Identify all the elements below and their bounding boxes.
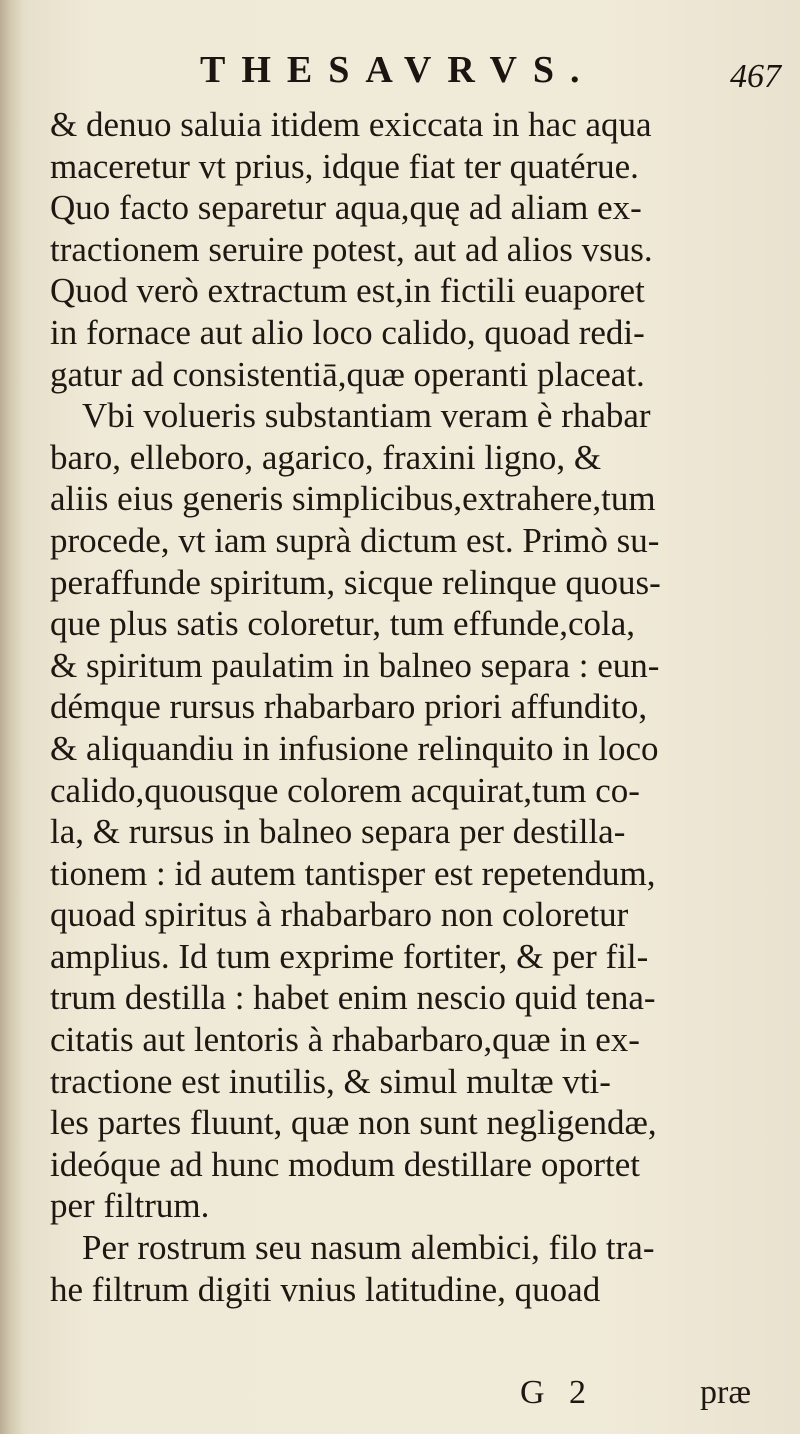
paragraph-start-line: Vbi volueris substantiam veram è rhabar [82,396,651,436]
text-line: Quod verò extractum est,in fictili euaporet [50,271,645,311]
text-line: & aliquandiu in infusione relinquito in loco [50,728,659,768]
page-gutter [0,0,22,1434]
text-line: quoad spiritus à rhabarbaro non coloretur [50,895,629,935]
text-line: les partes fluunt, quæ non sunt negligendæ, [50,1103,657,1143]
text-line: la, & rursus in balneo separa per destilla- [50,812,626,852]
signature-mark: G 2 [520,1374,595,1411]
text-line: tractione est inutilis, & simul multæ vti- [50,1061,611,1101]
running-title: THESAVRVS. [200,49,596,91]
text-line: tractionem seruire potest, aut ad alios vsus. [50,229,653,269]
body-text [50,104,790,1310]
text-line: in fornace aut alio loco calido, quoad redi- [50,312,645,352]
text-line: Quo facto separetur aqua,quę ad aliam ex- [50,188,642,228]
text-line: aliis eius generis simplicibus,extrahere,tum [50,479,656,519]
text-line: baro, elleboro, agarico, fraxini ligno, & [50,437,602,477]
paragraph-start-line: Per rostrum seu nasum alembici, filo tra- [82,1228,655,1268]
text-line: démque rursus rhabarbaro priori affundito, [50,687,648,727]
text-line: citatis aut lentoris à rhabarbaro,quæ in ex- [50,1020,640,1060]
page-number: 467 [730,58,781,95]
text-line: gatur ad consistentiā,quæ operanti placeat. [50,354,645,394]
text-line: & spiritum paulatim in balneo separa : eun- [50,645,660,685]
text-line: amplius. Id tum exprime fortiter, & per fil- [50,936,649,976]
catchword: præ [700,1374,751,1411]
text-line: que plus satis coloretur, tum effunde,cola, [50,604,636,644]
running-head [190,44,790,100]
text-line: ideóque ad hunc modum destillare oportet [50,1144,640,1184]
text-line: per filtrum. [50,1186,210,1226]
text-line: tionem : id autem tantisper est repetendum, [50,853,656,893]
text-line: calido,quousque colorem acquirat,tum co- [50,770,640,810]
text-line: peraffunde spiritum, sicque relinque quous- [50,562,661,602]
text-line: maceretur vt prius, idque fiat ter quatérue. [50,146,639,186]
text-line: procede, vt iam suprà dictum est. Primò su- [50,520,660,560]
text-line: he filtrum digiti vnius latitudine, quoad [50,1269,601,1309]
text-line: trum destilla : habet enim nescio quid tena- [50,978,656,1018]
text-line: & denuo saluia itidem exiccata in hac aqua [50,105,652,144]
footer-line [520,1374,790,1418]
